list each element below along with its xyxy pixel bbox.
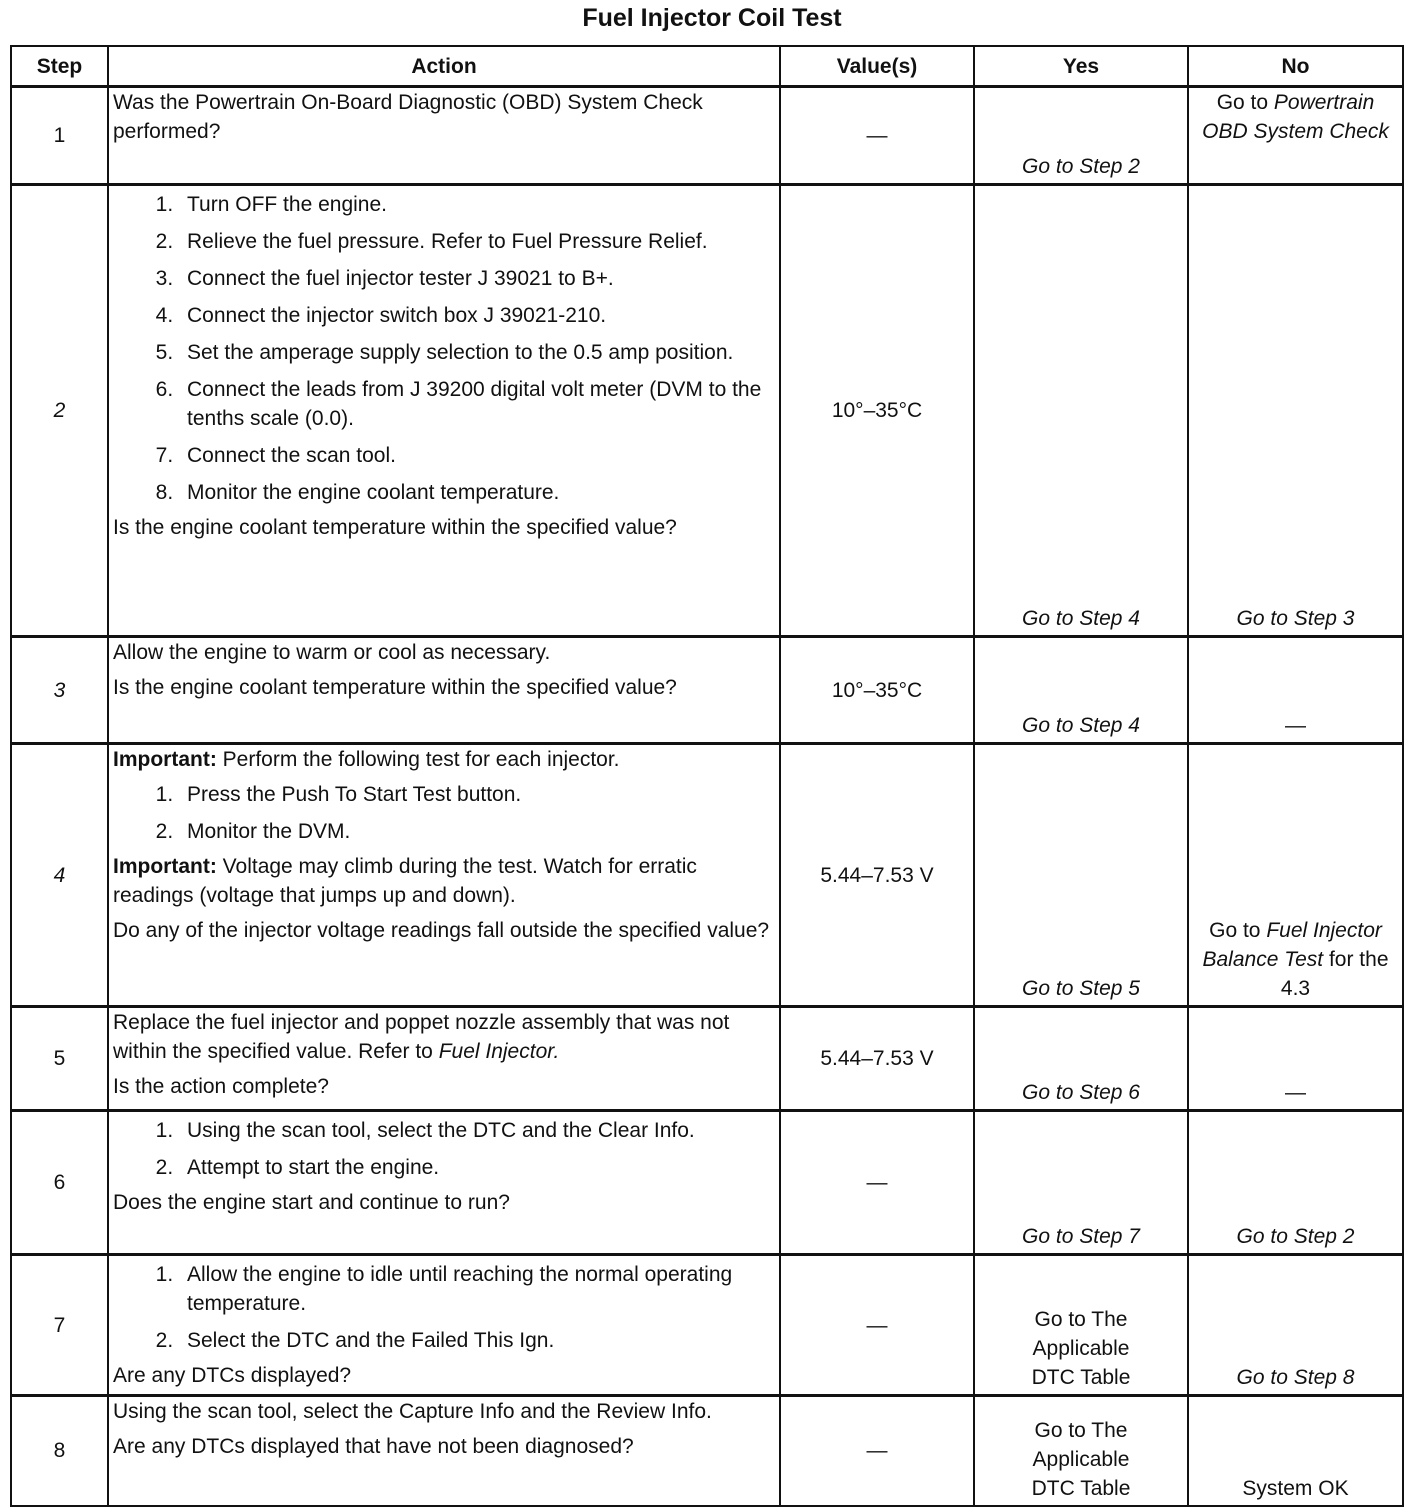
table-row (11, 1255, 1403, 1396)
no-cell (1188, 87, 1403, 185)
list-item: 2. Select the DTC and the Failed This Ign. (179, 1326, 775, 1355)
table-row (11, 744, 1403, 1007)
table-row (11, 87, 1403, 185)
action-question: Are any DTCs displayed that have not been diagnosed? (113, 1435, 634, 1458)
action-reference: Fuel Injector. (438, 1040, 560, 1063)
action-text-main: Replace the fuel injector and poppet nozzle assembly that was not within the specified value. Refer to (113, 1011, 730, 1063)
action-list (113, 1260, 775, 1355)
action-text: Was the Powertrain On-Board Diagnostic (OBD) System Check performed? (113, 91, 703, 143)
yes-cell: Go to Step 4 (974, 637, 1188, 744)
header-row (11, 46, 1403, 87)
no-text: Go to (1216, 91, 1274, 114)
no-cell: Go to Step 2 (1188, 1111, 1403, 1255)
header-values: Value(s) (780, 46, 974, 87)
value-cell: — (780, 1255, 974, 1396)
action-cell (108, 1007, 780, 1111)
yes-cell: Go to The Applicable DTC Table (974, 1255, 1188, 1396)
action-text: Allow the engine to warm or cool as necessary. (113, 641, 551, 664)
important-note (113, 852, 775, 910)
yes-cell: Go to Step 7 (974, 1111, 1188, 1255)
action-question: Is the engine coolant temperature within the specified value? (113, 516, 677, 539)
header-yes: Yes (974, 46, 1188, 87)
value-cell: 5.44–7.53 V (780, 1007, 974, 1111)
yes-cell: Go to Step 6 (974, 1007, 1188, 1111)
list-item: 1. Using the scan tool, select the DTC and the Clear Info. (179, 1116, 775, 1145)
list-item: 3. Connect the fuel injector tester J 39021 to B+. (179, 264, 775, 293)
table-row (11, 1111, 1403, 1255)
yes-cell: Go to Step 5 (974, 744, 1188, 1007)
action-list (113, 190, 775, 507)
list-item: 4. Connect the injector switch box J 39021-210. (179, 301, 775, 330)
yes-cell: Go to Step 4 (974, 185, 1188, 637)
table-row (11, 185, 1403, 637)
no-link-text: Powertrain OBD System Check (1202, 91, 1389, 143)
table-row (11, 637, 1403, 744)
action-text: Using the scan tool, select the Capture Info and the Review Info. (113, 1400, 712, 1423)
action-question: Are any DTCs displayed? (113, 1364, 352, 1387)
step-number: 1 (11, 87, 108, 185)
yes-cell: Go to Step 2 (974, 87, 1188, 185)
table-row (11, 1007, 1403, 1111)
value-cell: — (780, 1111, 974, 1255)
action-cell (108, 1111, 780, 1255)
action-text (113, 1008, 775, 1066)
list-item: 2. Monitor the DVM. (179, 817, 775, 846)
page-title: Fuel Injector Coil Test (582, 4, 842, 32)
action-question: Is the action complete? (113, 1075, 329, 1098)
action-list (113, 1116, 775, 1182)
step-number: 2 (11, 185, 108, 637)
action-cell (108, 185, 780, 637)
header-no: No (1188, 46, 1403, 87)
no-text-suffix: for the 4.3 (1280, 948, 1389, 1000)
step-number: 7 (11, 1255, 108, 1396)
list-item: 2. Relieve the fuel pressure. Refer to Fuel Pressure Relief. (179, 227, 775, 256)
no-cell: Go to Step 3 (1188, 185, 1403, 637)
no-cell: System OK (1188, 1396, 1403, 1506)
step-number: 4 (11, 744, 108, 1007)
important-note (113, 745, 775, 774)
list-item: 8. Monitor the engine coolant temperature. (179, 478, 775, 507)
action-cell (108, 1255, 780, 1396)
yes-cell: Go to The Applicable DTC Table (974, 1396, 1188, 1506)
step-number: 8 (11, 1396, 108, 1506)
value-cell: 10°–35°C (780, 185, 974, 637)
header-step: Step (11, 46, 108, 87)
important-text: Voltage may climb during the test. Watch for erratic readings (voltage that jumps up and down). (113, 855, 697, 907)
list-item: 1. Press the Push To Start Test button. (179, 780, 775, 809)
action-cell (108, 744, 780, 1007)
action-question: Is the engine coolant temperature within the specified value? (113, 676, 677, 699)
list-item: 1. Allow the engine to idle until reaching the normal operating temperature. (179, 1260, 775, 1318)
important-label: Important: (113, 855, 217, 878)
list-item: 7. Connect the scan tool. (179, 441, 775, 470)
step-number: 5 (11, 1007, 108, 1111)
action-question: Does the engine start and continue to run? (113, 1191, 510, 1214)
list-item: 5. Set the amperage supply selection to the 0.5 amp position. (179, 338, 775, 367)
list-item: 6. Connect the leads from J 39200 digital volt meter (DVM to the tenths scale (0.0). (179, 375, 775, 433)
action-cell (108, 1396, 780, 1506)
important-label: Important: (113, 748, 217, 771)
no-cell (1188, 744, 1403, 1007)
no-cell: Go to Step 8 (1188, 1255, 1403, 1396)
action-question: Do any of the injector voltage readings fall outside the specified value? (113, 919, 770, 942)
important-text: Perform the following test for each injector. (216, 748, 620, 771)
value-cell: — (780, 87, 974, 185)
value-cell: 5.44–7.53 V (780, 744, 974, 1007)
action-cell (108, 87, 780, 185)
step-number: 6 (11, 1111, 108, 1255)
no-text: Go to (1209, 919, 1267, 942)
header-action: Action (108, 46, 780, 87)
step-number: 3 (11, 637, 108, 744)
value-cell: 10°–35°C (780, 637, 974, 744)
table-row (11, 1396, 1403, 1506)
no-cell: — (1188, 637, 1403, 744)
no-link-text: Fuel Injector Balance Test (1202, 919, 1382, 971)
list-item: 1. Turn OFF the engine. (179, 190, 775, 219)
value-cell: — (780, 1396, 974, 1506)
no-cell: — (1188, 1007, 1403, 1111)
list-item: 2. Attempt to start the engine. (179, 1153, 775, 1182)
action-list (113, 780, 775, 846)
action-cell (108, 637, 780, 744)
diagnostic-table (10, 45, 1402, 1502)
